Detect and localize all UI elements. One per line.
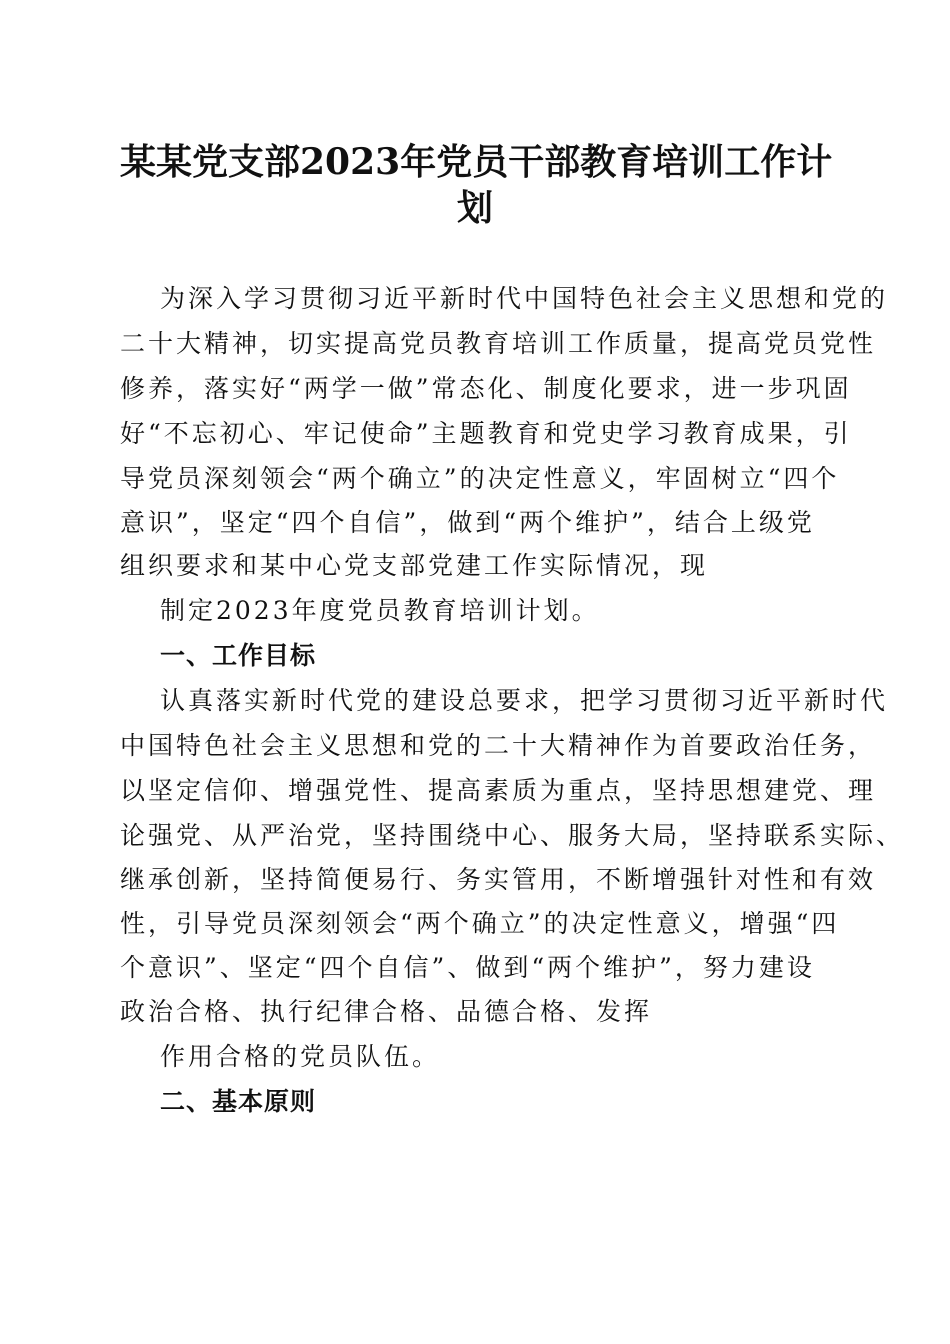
intro-paragraph-line: 修养，落实好“两学一做”常态化、制度化要求，进一步巩固 bbox=[120, 374, 852, 403]
goals-paragraph-tail: 作用合格的党员队伍。 bbox=[160, 1042, 441, 1071]
goals-paragraph-line: 继承创新，坚持简便易行、务实管用，不断增强针对性和有效 bbox=[120, 865, 877, 894]
intro-paragraph-line: 组织要求和某中心党支部党建工作实际情况，现 bbox=[120, 551, 709, 580]
section-heading-principles: 二、基本原则 bbox=[160, 1087, 317, 1116]
document-title-line-2: 划 bbox=[456, 187, 493, 229]
intro-paragraph-line: 好“不忘初心、牢记使命”主题教育和党史学习教育成果，引 bbox=[120, 419, 852, 448]
intro-paragraph-line: 二十大精神，切实提高党员教育培训工作质量，提高党员党性 bbox=[120, 329, 877, 358]
intro-paragraph-line: 导党员深刻领会“两个确立”的决定性意义，牢固树立“四个 bbox=[120, 464, 840, 493]
goals-paragraph-line: 性，引导党员深刻领会“两个确立”的决定性意义，增强“四 bbox=[120, 909, 840, 938]
goals-paragraph-line: 认真落实新时代党的建设总要求，把学习贯彻习近平新时代 bbox=[160, 686, 889, 715]
intro-paragraph-tail: 制定2023年度党员教育培训计划。 bbox=[160, 596, 600, 625]
goals-paragraph-line: 中国特色社会主义思想和党的二十大精神作为首要政治任务， bbox=[120, 731, 877, 760]
goals-paragraph-line: 论强党、从严治党，坚持围绕中心、服务大局，坚持联系实际、 bbox=[120, 821, 905, 850]
goals-paragraph-line: 以坚定信仰、增强党性、提高素质为重点，坚持思想建党、理 bbox=[120, 776, 877, 805]
goals-paragraph-line: 个意识”、坚定“四个自信”、做到“两个维护”，努力建设 bbox=[120, 953, 815, 982]
intro-paragraph-line: 意识”，坚定“四个自信”，做到“两个维护”，结合上级党 bbox=[120, 508, 815, 537]
intro-paragraph-line: 为深入学习贯彻习近平新时代中国特色社会主义思想和党的 bbox=[160, 284, 889, 313]
document-title-line-1: 某某党支部2023年党员干部教育培训工作计 bbox=[120, 141, 833, 183]
goals-paragraph-line: 政治合格、执行纪律合格、品德合格、发挥 bbox=[120, 997, 653, 1026]
section-heading-goals: 一、工作目标 bbox=[160, 641, 317, 670]
